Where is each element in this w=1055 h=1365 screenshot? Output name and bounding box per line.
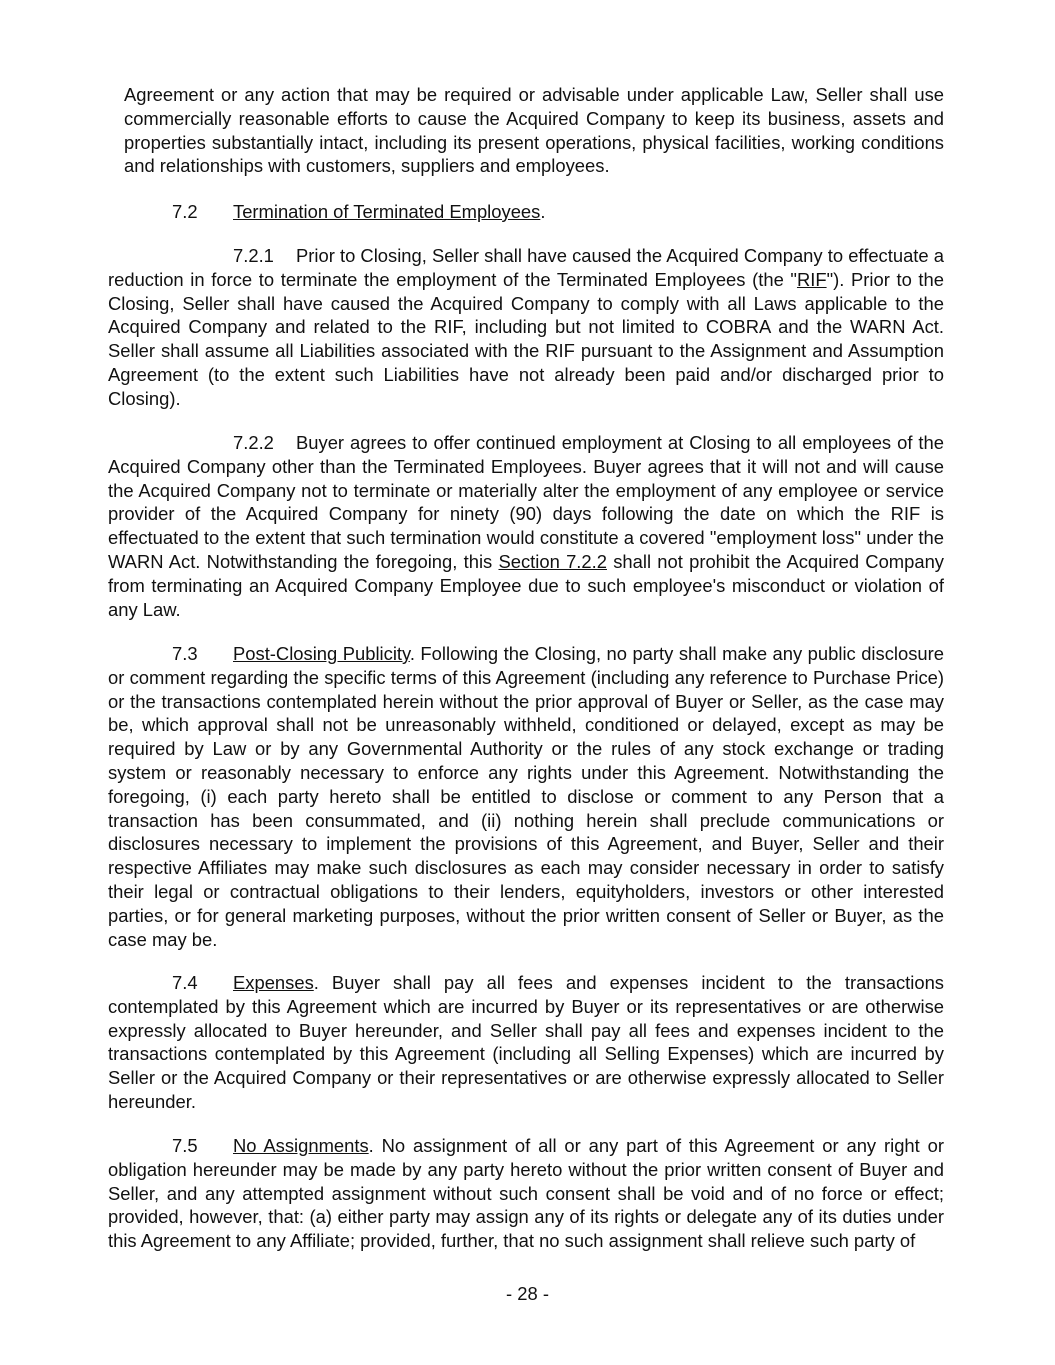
section-7-2-heading [172,200,545,224]
section-7-2-2-number: 7.2.2 [233,432,274,453]
page-number: - 28 - [506,1283,549,1304]
section-7-2-title-suffix: . [540,201,546,222]
section-7-2-1-number: 7.2.1 [233,245,274,266]
section-7-5-paragraph [108,1134,944,1253]
section-7-5-number: 7.5 [172,1135,198,1156]
section-7-2-2-text-b: shall not prohibit the Acquired Company from terminating an Acquired Company Employee due to such employee's misconduct or violation of any Law. [108,550,944,620]
section-7-3-paragraph [108,642,944,951]
section-7-4-title: Expenses [233,972,314,993]
rif-defined-term: RIF [796,268,827,290]
section-7-2-title: Termination of Terminated Employees [233,201,541,222]
section-7-5-title: No Assignments [233,1135,369,1156]
section-7-2-1-text-b: "). Prior to the Closing, Seller shall have caused the Acquired Company to comply with all Laws applicable to the Acquired Company and related to the RIF, including but not limited to COBRA and the WARN Act. Seller shall assume all Liabilities associated with the RIF pursuant to the Assignment and Assumption Agreement (to the extent such Liabilities have not already been paid and/or discharged prior to Closing). [108,268,944,409]
section-7-3-text: . Following the Closing, no party shall make any public disclosure or comment regarding the specific terms of this Agreement (including any reference to Purchase Price) or the transactions contemplated herein without the prior approval of Buyer or Seller, as the case may be, which approval shall not be unreasonably withheld, conditioned or delayed, except as may be required by Law or by any Governmental Authority or the rules of any stock exchange or trading system or reasonably necessary to enforce any rights under this Agreement. Notwithstanding the foregoing, (i) each party hereto shall be entitled to disclose or comment to any Person that a transaction has been consummated, and (ii) nothing herein shall preclude communications or disclosures necessary to implement the provisions of this Agreement, and Buyer, Seller and their respective Affiliates may make such disclosures as each may consider necessary in order to satisfy their legal or contractual obligations to their lenders, equityholders, investors or other interested parties, or for general marketing purposes, without the prior written consent of Seller or Buyer, as the case may be. [108,643,944,950]
section-7-2-number: 7.2 [172,201,198,222]
section-7-2-1-paragraph [108,244,944,411]
section-7-4-text: . Buyer shall pay all fees and expenses incident to the transactions contemplated by this Agreement which are incurred by Buyer or its representatives or are otherwise expressly allocated to Buyer hereunder, and Seller shall pay all fees and expenses incident to the transactions contemplated by this Agreement (including all Selling Expenses) which are incurred by Seller or the Acquired Company or their representatives or are otherwise expressly allocated to Seller hereunder. [108,972,944,1112]
section-7-5-text: . No assignment of all or any part of this Agreement or any right or obligation hereunder may be made by any party hereto without the prior written consent of Buyer and Seller, and any attempted assignment without such consent shall be void and of no force or effect; provided, however, that: (a) either party may assign any of its rights or delegate any of its duties under this Agreement to any Affiliate; provided, further, that no such assignment shall relieve such party of [108,1135,944,1252]
section-7-2-2-paragraph [108,431,944,621]
section-7-2-2-reference: Section 7.2.2 [498,550,607,572]
intro-paragraph [124,83,944,178]
section-7-4-number: 7.4 [172,972,198,993]
section-7-2-1-text-a: Prior to Closing, Seller shall have caused the Acquired Company to effectuate a reduction in force to terminate the employment of the Terminated Employees (the " [108,245,944,290]
section-7-3-number: 7.3 [172,643,198,664]
section-7-3-title: Post-Closing Publicity [233,643,410,664]
intro-text: Agreement or any action that may be required or advisable under applicable Law, Seller shall use commercially reasonable efforts to cause the Acquired Company to keep its business, assets and properties substantially intact, including its present operations, physical facilities, working conditions and relationships with customers, suppliers and employees. [124,84,944,177]
section-7-4-paragraph [108,971,944,1114]
section-7-2-2-text-a: Buyer agrees to offer continued employment at Closing to all employees of the Acquired Company other than the Terminated Employees. Buyer agrees that it will not and will cause the Acquired Company not to terminate or materially alter the employment of any employee or service provider of the Acquired Company for ninety (90) days following the date on which the RIF is effectuated to the extent that such termination would constitute a covered "employment loss" under the WARN Act. Notwithstanding the foregoing, this [108,432,944,572]
